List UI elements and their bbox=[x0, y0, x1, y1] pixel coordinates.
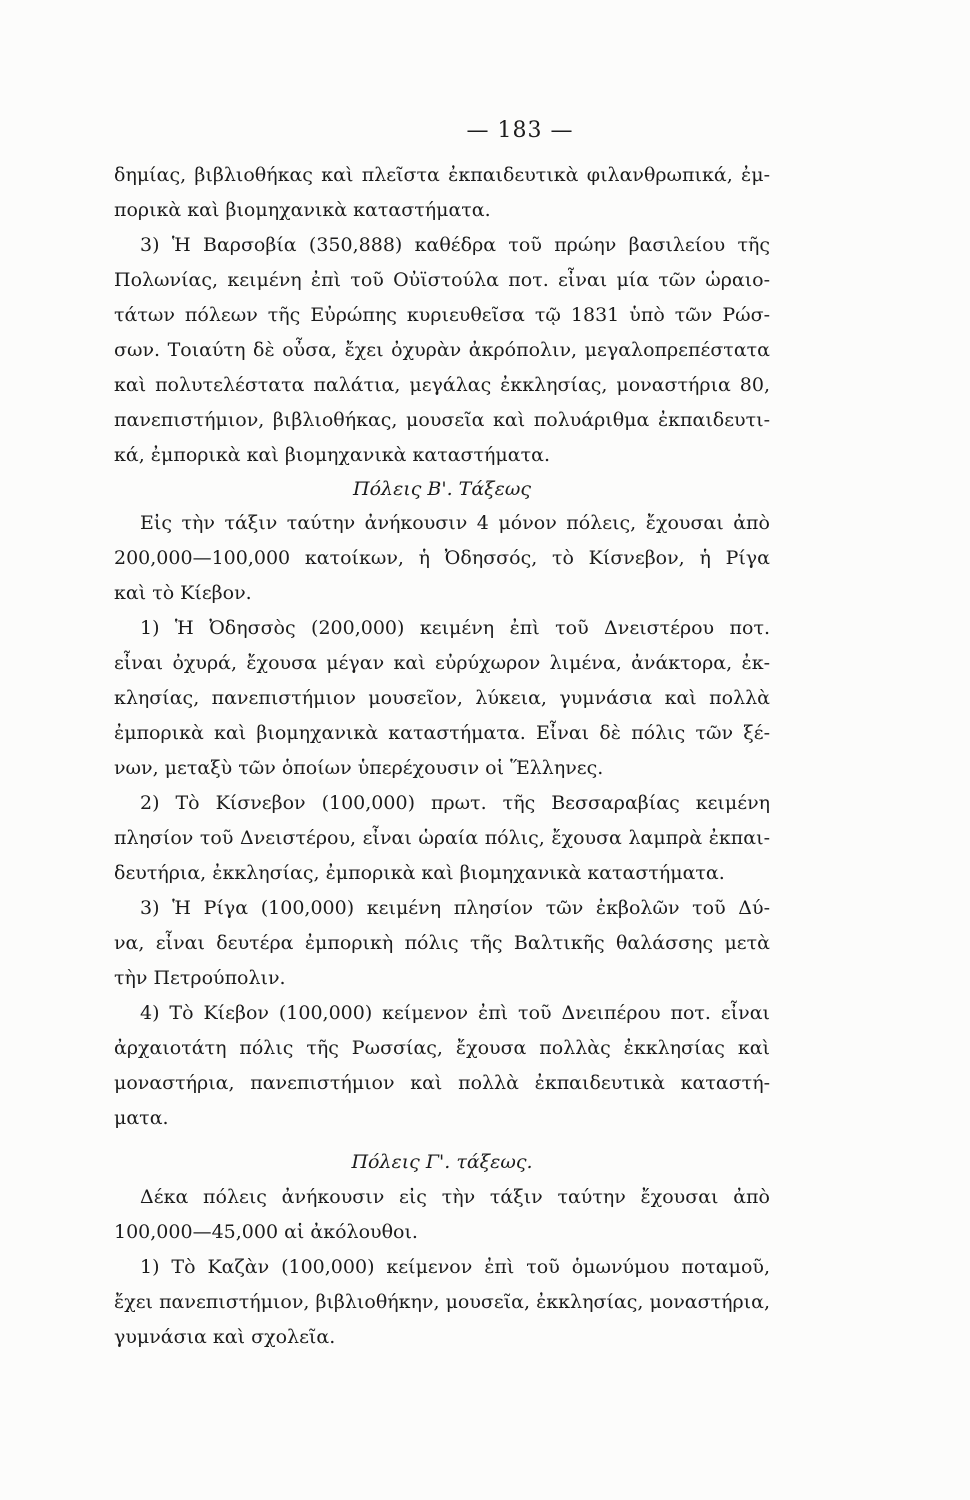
text-line: ἀρχαιοτάτη πόλις τῆς Ρωσσίας, ἔχουσα πολλὰς ἐκκλησίας καὶ bbox=[114, 1037, 770, 1059]
text-line: πανεπιστήμιον, βιβλιοθήκας, μουσεῖα καὶ πολυάριθμα ἐκπαιδευτι- bbox=[114, 409, 770, 431]
text-line: 4) Τὸ Κίεβον (100,000) κείμενον ἐπὶ τοῦ Δνειπέρου ποτ. εἶναι bbox=[140, 1002, 770, 1024]
text-line: να, εἶναι δευτέρα ἐμπορικὴ πόλις τῆς Βαλτικῆς θαλάσσης μετὰ bbox=[114, 932, 770, 954]
text-line: 2) Τὸ Κίσνεβον (100,000) πρωτ. τῆς Βεσσαραβίας κειμένη bbox=[140, 792, 770, 814]
text-line: ἔχει πανεπιστήμιον, βιβλιοθήκην, μουσεῖα, ἐκκλησίας, μοναστήρια, bbox=[114, 1291, 770, 1313]
text-line: 200,000—100,000 κατοίκων, ἡ Ὀδησσός, τὸ Κίσνεβον, ἡ Ρίγα bbox=[114, 547, 770, 569]
text-line: 100,000—45,000 αἱ ἀκόλουθοι. bbox=[114, 1221, 418, 1243]
text-line: νων, μεταξὺ τῶν ὁποίων ὑπερέχουσιν οἱ Ἕλληνες. bbox=[114, 757, 604, 779]
text-line: πλησίον τοῦ Δνειστέρου, εἶναι ὡραία πόλις, ἔχουσα λαμπρὰ ἐκπαι- bbox=[114, 827, 770, 849]
text-line: κλησίας, πανεπιστήμιον μουσεῖον, λύκεια, γυμνάσια καὶ πολλὰ bbox=[114, 687, 770, 709]
text-line: κά, ἐμπορικὰ καὶ βιομηχανικὰ καταστήματα. bbox=[114, 444, 550, 466]
text-line: ματα. bbox=[114, 1107, 169, 1129]
text-line: καὶ πολυτελέστατα παλάτια, μεγάλας ἐκκλησίας, μοναστήρια 80, bbox=[114, 374, 770, 396]
text-line: πορικὰ καὶ βιομηχανικὰ καταστήματα. bbox=[114, 199, 491, 221]
text-line: 3) Ἡ Βαρσοβία (350,888) καθέδρα τοῦ πρώην βασιλείου τῆς bbox=[140, 234, 770, 256]
text-line: τὴν Πετρούπολιν. bbox=[114, 967, 286, 989]
text-line: 3) Ἡ Ρίγα (100,000) κειμένη πλησίον τῶν ἐκβολῶν τοῦ Δύ- bbox=[140, 897, 770, 919]
text-line: 1) Τὸ Καζὰν (100,000) κείμενον ἐπὶ τοῦ ὁμωνύμου ποταμοῦ, bbox=[140, 1256, 770, 1278]
section-heading: Πόλεις Β'. Τάξεως bbox=[353, 478, 531, 500]
text-line: εἶναι ὀχυρά, ἔχουσα μέγαν καὶ εὐρύχωρον λιμένα, ἀνάκτορα, ἐκ- bbox=[114, 652, 770, 674]
text-line: Πολωνίας, κειμένη ἐπὶ τοῦ Οὐϊστούλα ποτ. εἶναι μία τῶν ὡραιο- bbox=[114, 269, 770, 291]
text-line: Δέκα πόλεις ἀνήκουσιν εἰς τὴν τάξιν ταύτην ἔχουσαι ἀπὸ bbox=[140, 1186, 770, 1208]
text-line: Εἰς τὴν τάξιν ταύτην ἀνήκουσιν 4 μόνον πόλεις, ἔχουσαι ἀπὸ bbox=[140, 512, 770, 534]
page-number: — 183 — bbox=[466, 118, 574, 143]
text-line: 1) Ἡ Ὀδησσὸς (200,000) κειμένη ἐπὶ τοῦ Δνειστέρου ποτ. bbox=[140, 617, 770, 639]
text-line: ἐμπορικὰ καὶ βιομηχανικὰ καταστήματα. Εἶναι δὲ πόλις τῶν ξέ- bbox=[114, 722, 770, 744]
text-line: δευτήρια, ἐκκλησίας, ἐμπορικὰ καὶ βιομηχανικὰ καταστήματα. bbox=[114, 862, 725, 884]
text-line: τάτων πόλεων τῆς Εὐρώπης κυριευθεῖσα τῷ 1831 ὑπὸ τῶν Ρώσ- bbox=[114, 304, 770, 326]
text-line: σων. Τοιαύτη δὲ οὖσα, ἔχει ὀχυρὰν ἀκρόπολιν, μεγαλοπρεπέστατα bbox=[114, 339, 770, 361]
section-heading: Πόλεις Γ'. τάξεως. bbox=[351, 1151, 533, 1173]
text-line: δημίας, βιβλιοθήκας καὶ πλεῖστα ἐκπαιδευτικὰ φιλανθρωπικά, ἐμ- bbox=[114, 164, 770, 186]
text-line: γυμνάσια καὶ σχολεῖα. bbox=[114, 1326, 336, 1348]
text-line: μοναστήρια, πανεπιστήμιον καὶ πολλὰ ἐκπαιδευτικὰ καταστή- bbox=[114, 1072, 770, 1094]
text-line: καὶ τὸ Κίεβον. bbox=[114, 582, 252, 604]
